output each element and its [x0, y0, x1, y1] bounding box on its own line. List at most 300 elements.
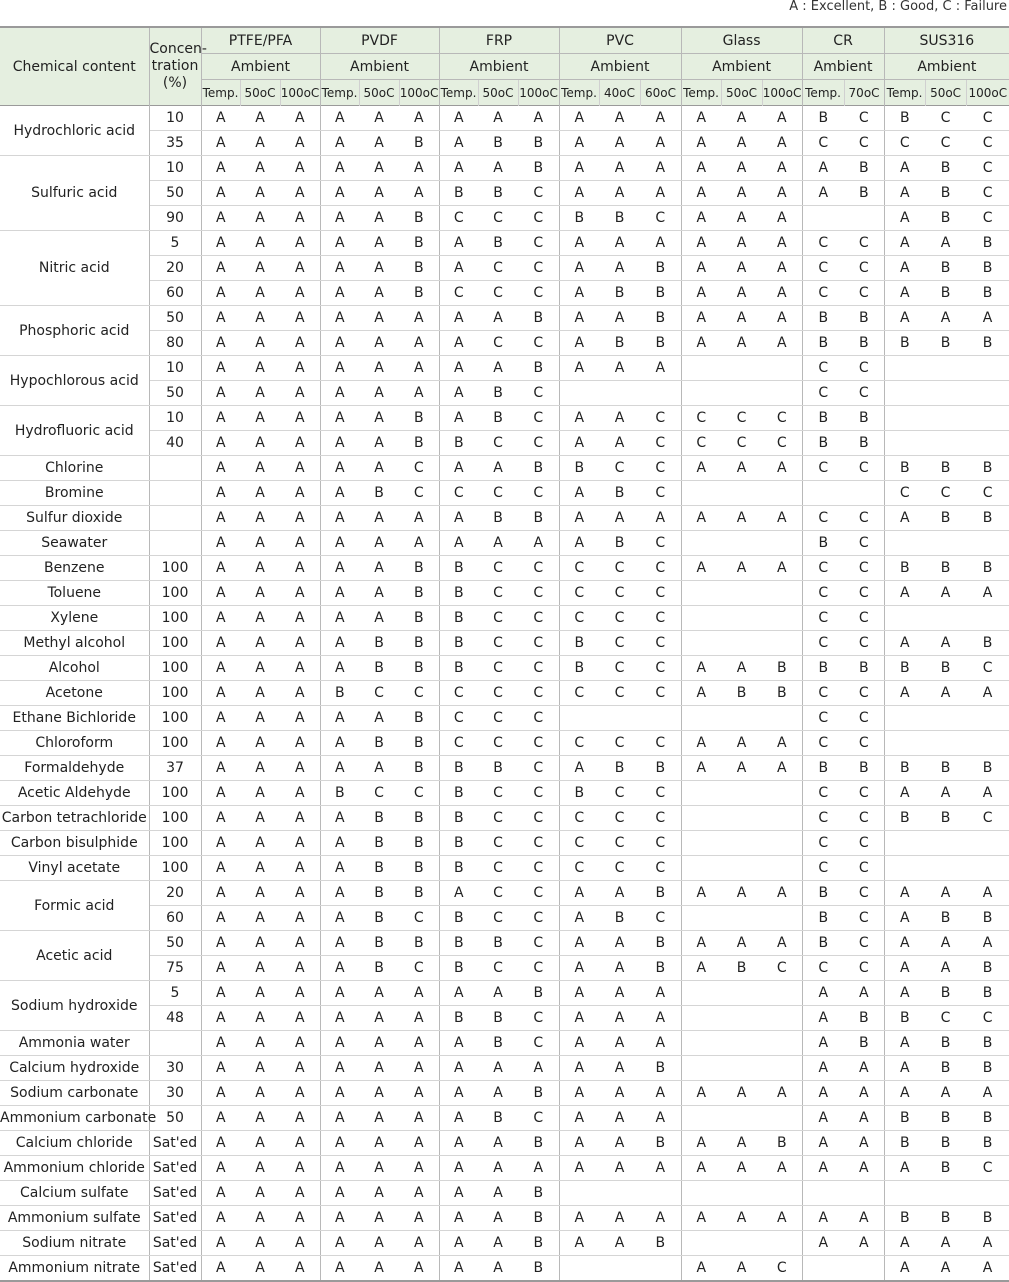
rating-cell: A [240, 931, 280, 956]
rating-cell [925, 431, 966, 456]
rating-cell: A [640, 1006, 681, 1031]
table-row [0, 431, 1009, 456]
rating-cell [762, 581, 802, 606]
rating-cell: A [721, 256, 762, 281]
chemical-name-cell: Nitric acid [0, 231, 149, 306]
rating-cell: A [320, 256, 359, 281]
rating-cell: B [640, 306, 681, 331]
rating-cell: A [399, 331, 439, 356]
rating-cell: A [559, 131, 599, 156]
rating-cell: A [399, 1256, 439, 1282]
concentration-cell: 50 [149, 1106, 201, 1131]
table-row [0, 106, 1009, 131]
rating-cell [721, 981, 762, 1006]
temperature-header: 100oC [280, 80, 320, 106]
rating-cell: A [478, 306, 518, 331]
rating-cell: B [640, 1056, 681, 1081]
rating-cell: A [280, 781, 320, 806]
rating-cell: B [439, 606, 478, 631]
rating-cell: A [439, 256, 478, 281]
rating-cell [966, 856, 1009, 881]
rating-cell: A [359, 381, 399, 406]
material-header: Glass [681, 27, 802, 54]
chemical-name-cell: Formaldehyde [0, 756, 149, 781]
rating-cell: B [966, 556, 1009, 581]
rating-cell: C [518, 281, 559, 306]
rating-cell: A [762, 506, 802, 531]
rating-cell [721, 1006, 762, 1031]
rating-cell: A [884, 906, 925, 931]
condition-header: Ambient [439, 54, 559, 80]
rating-cell: B [925, 1056, 966, 1081]
rating-cell: C [399, 956, 439, 981]
table-row [0, 481, 1009, 506]
rating-cell: A [240, 781, 280, 806]
rating-cell: A [762, 131, 802, 156]
rating-cell: C [518, 806, 559, 831]
rating-cell: C [640, 581, 681, 606]
rating-cell: A [599, 156, 640, 181]
rating-cell: C [802, 956, 844, 981]
rating-cell: C [681, 406, 721, 431]
rating-cell: C [925, 106, 966, 131]
rating-cell: C [599, 806, 640, 831]
rating-cell: C [802, 381, 844, 406]
rating-cell: A [359, 506, 399, 531]
rating-cell: C [640, 656, 681, 681]
temperature-header: 50oC [478, 80, 518, 106]
rating-cell: B [640, 331, 681, 356]
rating-cell: A [240, 881, 280, 906]
rating-cell: A [478, 106, 518, 131]
rating-cell: A [559, 1031, 599, 1056]
chemical-name-cell: Seawater [0, 531, 149, 556]
rating-cell: C [559, 856, 599, 881]
rating-cell: C [518, 1031, 559, 1056]
rating-cell [721, 481, 762, 506]
table-row [0, 206, 1009, 231]
rating-cell: C [478, 656, 518, 681]
rating-cell: C [399, 456, 439, 481]
rating-cell: A [478, 1181, 518, 1206]
rating-cell [721, 1181, 762, 1206]
rating-cell: B [359, 906, 399, 931]
table-row [0, 256, 1009, 281]
rating-cell: C [518, 781, 559, 806]
rating-cell: B [721, 681, 762, 706]
rating-cell: C [478, 781, 518, 806]
rating-cell: A [280, 1081, 320, 1106]
rating-cell: A [721, 656, 762, 681]
rating-cell: A [359, 531, 399, 556]
rating-cell: A [681, 306, 721, 331]
rating-cell [721, 1231, 762, 1256]
rating-cell: C [478, 331, 518, 356]
rating-cell: B [802, 406, 844, 431]
rating-cell: A [280, 906, 320, 931]
rating-cell: A [280, 181, 320, 206]
rating-cell [966, 431, 1009, 456]
rating-cell: A [359, 581, 399, 606]
rating-cell: B [399, 606, 439, 631]
rating-cell: B [439, 581, 478, 606]
table-body [0, 106, 1009, 1282]
rating-cell: C [844, 631, 884, 656]
rating-cell: B [359, 831, 399, 856]
rating-cell: A [884, 281, 925, 306]
rating-cell: B [478, 756, 518, 781]
concentration-cell: 100 [149, 556, 201, 581]
rating-cell: A [681, 881, 721, 906]
concentration-cell: 50 [149, 381, 201, 406]
rating-cell: A [681, 131, 721, 156]
rating-cell: B [320, 781, 359, 806]
rating-cell: B [884, 1006, 925, 1031]
rating-cell: B [884, 656, 925, 681]
rating-cell: B [399, 881, 439, 906]
rating-cell: B [518, 456, 559, 481]
rating-cell: A [201, 1131, 240, 1156]
rating-cell: B [925, 981, 966, 1006]
rating-cell: A [640, 131, 681, 156]
concentration-cell: 80 [149, 331, 201, 356]
concentration-cell: 40 [149, 431, 201, 456]
rating-cell: B [884, 806, 925, 831]
chemical-name-cell: Formic acid [0, 881, 149, 931]
rating-cell: B [559, 206, 599, 231]
rating-cell: A [359, 1131, 399, 1156]
rating-cell [802, 1256, 844, 1282]
rating-cell: B [925, 806, 966, 831]
rating-cell: C [966, 156, 1009, 181]
concentration-cell: 10 [149, 156, 201, 181]
rating-cell: A [559, 231, 599, 256]
table-row [0, 1181, 1009, 1206]
rating-cell: A [681, 456, 721, 481]
rating-cell: B [802, 881, 844, 906]
rating-cell: A [399, 1031, 439, 1056]
rating-cell: C [966, 1156, 1009, 1181]
rating-cell: C [559, 681, 599, 706]
temperature-header: 50oC [925, 80, 966, 106]
rating-cell: C [844, 256, 884, 281]
rating-cell: A [599, 1206, 640, 1231]
rating-cell: C [640, 906, 681, 931]
rating-cell: A [681, 931, 721, 956]
rating-cell: A [320, 1081, 359, 1106]
rating-cell: A [240, 106, 280, 131]
table-row [0, 756, 1009, 781]
rating-cell: A [884, 306, 925, 331]
rating-cell: C [518, 556, 559, 581]
rating-cell: A [240, 806, 280, 831]
rating-cell: B [439, 781, 478, 806]
rating-cell: B [721, 956, 762, 981]
rating-cell: A [240, 356, 280, 381]
table-row [0, 656, 1009, 681]
rating-cell: B [966, 256, 1009, 281]
rating-cell: A [280, 456, 320, 481]
temperature-header: 100oC [518, 80, 559, 106]
rating-cell [762, 981, 802, 1006]
rating-cell: A [240, 1081, 280, 1106]
table-row [0, 281, 1009, 306]
rating-cell: C [802, 781, 844, 806]
rating-cell [884, 431, 925, 456]
rating-cell: B [844, 431, 884, 456]
rating-cell: A [399, 1056, 439, 1081]
rating-cell: A [559, 1081, 599, 1106]
concentration-cell: 10 [149, 356, 201, 381]
table-row [0, 356, 1009, 381]
rating-cell: A [966, 306, 1009, 331]
rating-cell [762, 1056, 802, 1081]
rating-cell: B [844, 656, 884, 681]
rating-cell: C [802, 681, 844, 706]
rating-cell: C [844, 806, 884, 831]
rating-cell: B [925, 256, 966, 281]
rating-cell [681, 606, 721, 631]
rating-cell [681, 1031, 721, 1056]
rating-cell: A [399, 531, 439, 556]
rating-cell: A [925, 306, 966, 331]
rating-cell: B [518, 1206, 559, 1231]
rating-cell: A [320, 556, 359, 581]
rating-cell [966, 731, 1009, 756]
rating-cell: A [359, 1256, 399, 1282]
rating-cell: A [399, 981, 439, 1006]
rating-cell: C [518, 706, 559, 731]
rating-cell [681, 481, 721, 506]
concentration-cell: 100 [149, 656, 201, 681]
rating-cell: B [966, 506, 1009, 531]
rating-cell: A [320, 606, 359, 631]
rating-cell: A [201, 281, 240, 306]
temperature-header: 70oC [844, 80, 884, 106]
rating-cell: A [359, 556, 399, 581]
rating-cell: B [399, 731, 439, 756]
rating-cell: B [884, 756, 925, 781]
rating-cell: A [280, 656, 320, 681]
rating-cell [721, 606, 762, 631]
rating-cell: A [478, 1056, 518, 1081]
rating-cell: A [802, 1056, 844, 1081]
rating-cell: C [966, 106, 1009, 131]
rating-cell: A [884, 681, 925, 706]
rating-cell [884, 406, 925, 431]
rating-cell: A [240, 1181, 280, 1206]
rating-cell: A [559, 1131, 599, 1156]
rating-cell: A [201, 581, 240, 606]
rating-cell: C [884, 131, 925, 156]
rating-cell: C [844, 556, 884, 581]
rating-cell: C [599, 731, 640, 756]
rating-cell [966, 706, 1009, 731]
rating-cell: C [844, 506, 884, 531]
rating-cell [802, 1181, 844, 1206]
table-row [0, 681, 1009, 706]
rating-cell [762, 356, 802, 381]
rating-cell: A [439, 506, 478, 531]
rating-cell: A [721, 331, 762, 356]
rating-cell: A [280, 156, 320, 181]
rating-cell: A [559, 306, 599, 331]
rating-cell: A [966, 1081, 1009, 1106]
concentration-cell: Sat'ed [149, 1131, 201, 1156]
concentration-cell [149, 531, 201, 556]
rating-cell: C [966, 656, 1009, 681]
rating-cell: A [599, 306, 640, 331]
table-row [0, 906, 1009, 931]
rating-cell: C [478, 256, 518, 281]
rating-cell: C [518, 206, 559, 231]
rating-cell: B [640, 1231, 681, 1256]
rating-cell [762, 1006, 802, 1031]
rating-cell [681, 706, 721, 731]
rating-cell: C [844, 131, 884, 156]
rating-cell: C [478, 431, 518, 456]
rating-cell: C [518, 631, 559, 656]
rating-cell: A [320, 106, 359, 131]
rating-cell: A [240, 631, 280, 656]
rating-cell: A [240, 856, 280, 881]
concentration-cell: 100 [149, 856, 201, 881]
chemical-name-cell: Alcohol [0, 656, 149, 681]
concentration-cell: 100 [149, 806, 201, 831]
rating-cell: B [844, 1031, 884, 1056]
rating-cell: A [240, 581, 280, 606]
rating-cell: C [559, 806, 599, 831]
concentration-cell: 20 [149, 256, 201, 281]
rating-cell: A [439, 156, 478, 181]
temperature-header: 50oC [721, 80, 762, 106]
rating-cell: A [884, 1231, 925, 1256]
rating-cell: A [280, 1031, 320, 1056]
rating-cell: B [399, 406, 439, 431]
rating-cell: B [399, 806, 439, 831]
table-row [0, 806, 1009, 831]
rating-cell [721, 631, 762, 656]
rating-cell: C [518, 931, 559, 956]
rating-cell: A [681, 106, 721, 131]
rating-cell [884, 356, 925, 381]
rating-cell [721, 906, 762, 931]
rating-cell: A [599, 1131, 640, 1156]
rating-cell: B [802, 656, 844, 681]
rating-cell [762, 381, 802, 406]
rating-cell: A [320, 856, 359, 881]
concentration-cell [149, 1031, 201, 1056]
rating-cell: C [478, 706, 518, 731]
rating-cell: C [599, 656, 640, 681]
rating-cell [762, 706, 802, 731]
rating-cell [762, 631, 802, 656]
concentration-cell: 100 [149, 581, 201, 606]
rating-cell [681, 531, 721, 556]
rating-cell: B [925, 656, 966, 681]
rating-cell: B [518, 1181, 559, 1206]
rating-cell: B [399, 231, 439, 256]
rating-cell: B [925, 1206, 966, 1231]
chemical-name-cell: Carbon tetrachloride [0, 806, 149, 831]
rating-cell [721, 581, 762, 606]
rating-cell [844, 1181, 884, 1206]
rating-cell: A [559, 531, 599, 556]
rating-cell: B [925, 1131, 966, 1156]
rating-cell [721, 1056, 762, 1081]
rating-cell: C [844, 531, 884, 556]
rating-cell: B [925, 1156, 966, 1181]
rating-cell: C [802, 831, 844, 856]
rating-cell: A [320, 356, 359, 381]
condition-header: Ambient [559, 54, 681, 80]
rating-cell: A [320, 581, 359, 606]
table-row [0, 406, 1009, 431]
rating-cell: A [559, 1231, 599, 1256]
rating-cell: A [359, 1156, 399, 1181]
rating-cell: A [599, 506, 640, 531]
rating-cell: B [925, 456, 966, 481]
temperature-header: Temp. [681, 80, 721, 106]
rating-cell: A [280, 1056, 320, 1081]
temperature-header: Temp. [559, 80, 599, 106]
rating-cell: A [320, 181, 359, 206]
rating-cell: B [518, 1256, 559, 1282]
rating-cell: B [478, 406, 518, 431]
rating-cell: A [359, 756, 399, 781]
rating-cell: A [320, 1006, 359, 1031]
rating-cell: A [240, 906, 280, 931]
rating-cell: A [439, 1056, 478, 1081]
rating-cell: A [359, 1106, 399, 1131]
table-row [0, 1006, 1009, 1031]
rating-cell: A [240, 1256, 280, 1282]
rating-cell: A [240, 681, 280, 706]
rating-cell [681, 906, 721, 931]
rating-cell: A [762, 156, 802, 181]
rating-cell: A [762, 106, 802, 131]
rating-cell: A [280, 756, 320, 781]
rating-cell: C [599, 456, 640, 481]
rating-cell: B [802, 331, 844, 356]
chemical-name-cell: Sodium carbonate [0, 1081, 149, 1106]
temperature-header: 50oC [359, 80, 399, 106]
rating-cell: A [280, 1106, 320, 1131]
rating-cell: A [240, 731, 280, 756]
rating-cell: B [518, 356, 559, 381]
rating-cell: A [280, 831, 320, 856]
rating-cell: C [439, 206, 478, 231]
rating-cell: C [802, 606, 844, 631]
rating-cell: A [240, 1231, 280, 1256]
rating-cell [762, 1231, 802, 1256]
rating-cell: A [240, 756, 280, 781]
rating-cell: C [802, 581, 844, 606]
rating-cell: A [681, 206, 721, 231]
rating-cell: A [802, 1231, 844, 1256]
material-header: FRP [439, 27, 559, 54]
chemical-name-cell: Acetic acid [0, 931, 149, 981]
rating-cell: C [802, 706, 844, 731]
rating-cell: A [240, 181, 280, 206]
rating-cell [721, 856, 762, 881]
rating-cell: B [439, 1006, 478, 1031]
rating-cell: B [966, 1056, 1009, 1081]
rating-cell: A [201, 981, 240, 1006]
rating-cell: A [240, 981, 280, 1006]
rating-cell: A [559, 1106, 599, 1131]
rating-cell: C [599, 606, 640, 631]
